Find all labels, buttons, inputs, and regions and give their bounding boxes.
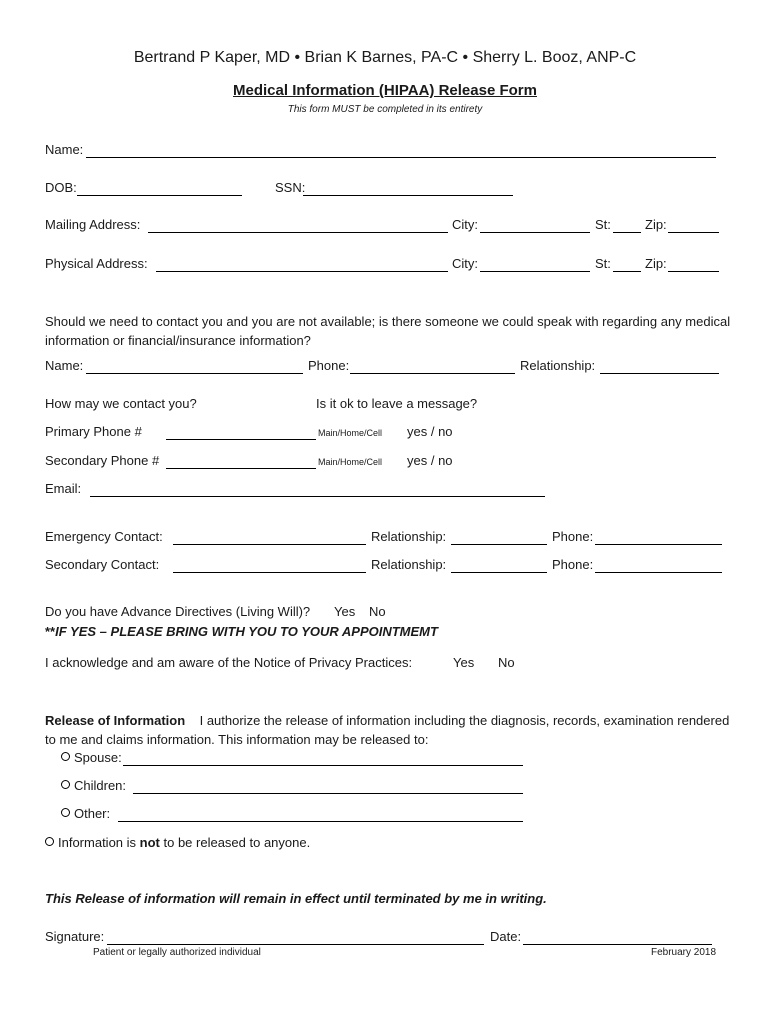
emergency-contact-label: Emergency Contact: (45, 529, 163, 544)
release-spouse-option[interactable] (61, 750, 122, 765)
signature-label: Signature: (45, 929, 105, 944)
advance-directives-note (45, 624, 438, 639)
physical-city-field[interactable] (480, 255, 590, 272)
name-label: Name: (45, 142, 84, 157)
email-field[interactable] (90, 480, 545, 497)
radio-circle-icon (61, 808, 70, 817)
children-field[interactable] (133, 777, 523, 794)
not-word: not (139, 835, 160, 850)
ssn-field[interactable] (303, 179, 513, 196)
alt-contact-phone-label: Phone: (308, 358, 350, 373)
contact-method-label: How may we contact you? (45, 396, 197, 411)
not-prefix: Information is (58, 835, 140, 850)
alt-contact-relationship-label: Relationship: (520, 358, 596, 373)
mailing-state-field[interactable] (613, 216, 641, 233)
mailing-state-label: St: (595, 217, 611, 232)
primary-phone-type[interactable]: Main/Home/Cell (318, 428, 383, 438)
emergency-relationship-label: Relationship: (371, 529, 447, 544)
mailing-zip-label: Zip: (645, 217, 667, 232)
release-children-option[interactable] (61, 778, 126, 793)
privacy-practices-no[interactable]: No (498, 655, 515, 670)
primary-message-yes-no[interactable]: yes / no (407, 424, 453, 439)
ssn-label: SSN: (275, 180, 306, 195)
physical-zip-field[interactable] (668, 255, 719, 272)
form-title: Medical Information (HIPAA) Release Form (233, 82, 537, 99)
emergency-contact-field[interactable] (173, 528, 366, 545)
alt-contact-phone-field[interactable] (350, 357, 515, 374)
mailing-address-label: Mailing Address: (45, 217, 141, 232)
name-field[interactable] (86, 141, 716, 158)
release-text: I authorize the release of information including the diagnosis, records, examination rendered to me and claims information. This information may be released to: (45, 713, 730, 747)
dob-field[interactable] (77, 179, 242, 196)
physical-state-field[interactable] (613, 255, 641, 272)
secondary-phone-label: Secondary Phone # (45, 453, 160, 468)
mailing-address-field[interactable] (148, 216, 448, 233)
spouse-label: Spouse: (74, 750, 122, 765)
alternate-contact-question: Should we need to contact you and you are not available; is there someone we could speak with regarding any medical information or financial/insurance information? (45, 314, 731, 348)
radio-circle-icon (45, 837, 54, 846)
advance-directives-yes[interactable]: Yes (334, 604, 356, 619)
date-label: Date: (490, 929, 522, 944)
mailing-city-label: City: (452, 217, 478, 232)
advance-directives-no[interactable]: No (369, 604, 386, 619)
secondary-contact-field[interactable] (173, 556, 366, 573)
privacy-practices-yes[interactable]: Yes (453, 655, 475, 670)
release-heading: Release of Information (45, 713, 186, 728)
secondary-contact-label: Secondary Contact: (45, 557, 160, 572)
release-effect-note: This Release of information will remain in effect until terminated by me in writing. (45, 891, 547, 906)
leave-message-label: Is it ok to leave a message? (316, 396, 478, 411)
physical-address-field[interactable] (156, 255, 448, 272)
signature-sub-label: Patient or legally authorized individual (93, 947, 261, 958)
radio-circle-icon (61, 752, 70, 761)
alt-contact-name-field[interactable] (86, 357, 303, 374)
other-label: Other: (74, 806, 111, 821)
release-none-option[interactable] (45, 835, 310, 850)
emergency-phone-field[interactable] (595, 528, 722, 545)
physical-address-label: Physical Address: (45, 256, 148, 271)
alt-contact-relationship-field[interactable] (600, 357, 719, 374)
secondary-message-yes-no[interactable]: yes / no (407, 453, 453, 468)
advance-directives-question: Do you have Advance Directives (Living Will)? (45, 604, 311, 619)
secondary-contact-phone-field[interactable] (595, 556, 722, 573)
physical-state-label: St: (595, 256, 611, 271)
physical-city-label: City: (452, 256, 478, 271)
secondary-relationship-field[interactable] (451, 556, 547, 573)
note-prefix: ** (45, 624, 56, 639)
privacy-practices-label: I acknowledge and am aware of the Notice of Privacy Practices: (45, 655, 413, 670)
date-field[interactable] (523, 928, 712, 945)
mailing-city-field[interactable] (480, 216, 590, 233)
not-suffix: to be released to anyone. (159, 835, 311, 850)
signature-field[interactable] (107, 928, 484, 945)
emergency-phone-label: Phone: (552, 529, 594, 544)
release-other-option[interactable] (61, 806, 110, 821)
physical-zip-label: Zip: (645, 256, 667, 271)
note-text: IF YES – PLEASE BRING WITH YOU TO YOUR APPOINTMEMT (55, 624, 438, 639)
other-field[interactable] (118, 805, 523, 822)
children-label: Children: (74, 778, 127, 793)
secondary-phone-field[interactable] (166, 452, 316, 469)
alt-contact-name-label: Name: (45, 358, 84, 373)
email-label: Email: (45, 481, 82, 496)
secondary-relationship-label: Relationship: (371, 557, 447, 572)
provider-names: Bertrand P Kaper, MD • Brian K Barnes, PA-C • Sherry L. Booz, ANP-C (133, 49, 637, 66)
primary-phone-label: Primary Phone # (45, 424, 142, 439)
spouse-field[interactable] (123, 749, 523, 766)
release-paragraph (45, 711, 735, 749)
primary-phone-field[interactable] (166, 423, 316, 440)
mailing-zip-field[interactable] (668, 216, 719, 233)
secondary-phone-contact-label: Phone: (552, 557, 594, 572)
radio-circle-icon (61, 780, 70, 789)
form-revision-date: February 2018 (651, 947, 717, 958)
dob-label: DOB: (45, 180, 77, 195)
emergency-relationship-field[interactable] (451, 528, 547, 545)
form-subtitle: This form MUST be completed in its entirety (287, 104, 483, 115)
secondary-phone-type[interactable]: Main/Home/Cell (318, 457, 383, 467)
